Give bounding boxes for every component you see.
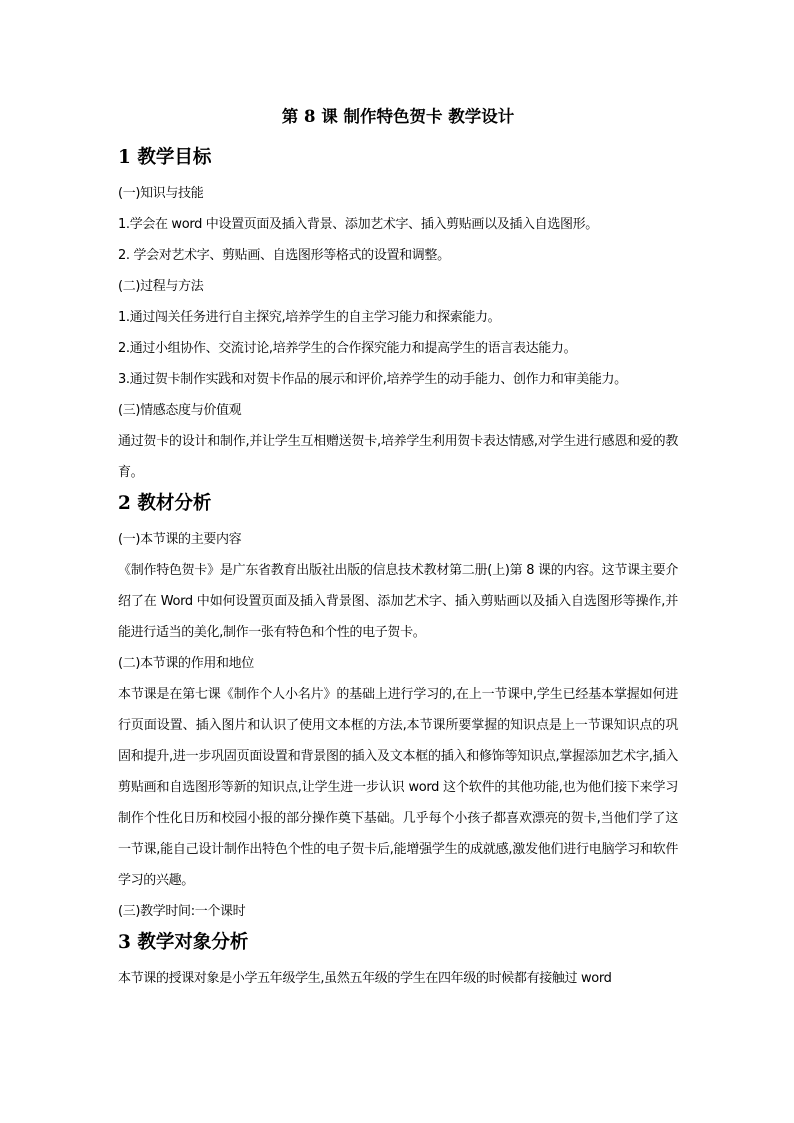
subheading: (二)本节课的作用和地位 bbox=[118, 656, 254, 671]
paragraph: 3.通过贺卡制作实践和对贺卡作品的展示和评价,培养学生的动手能力、创作力和审美能力。 bbox=[118, 372, 627, 387]
subheading: (二)过程与方法 bbox=[118, 279, 204, 294]
document-page bbox=[118, 104, 678, 994]
paragraph: 本节课的授课对象是小学五年级学生,虽然五年级的学生在四年级的时候都有接触过 word bbox=[118, 971, 612, 986]
section-heading: 2 教材分析 bbox=[118, 493, 212, 514]
document-title: 第 8 课 制作特色贺卡 教学设计 bbox=[281, 107, 515, 126]
subheading: (三)教学时间:一个课时 bbox=[118, 904, 246, 919]
section-heading: 1 教学目标 bbox=[118, 147, 212, 168]
section-objectives bbox=[118, 144, 678, 488]
paragraph: 2. 学会对艺术字、剪贴画、自选图形等格式的设置和调整。 bbox=[118, 248, 450, 263]
paragraph: 1.学会在 word 中设置页面及插入背景、添加艺术字、插入剪贴画以及插入自选图形。 bbox=[118, 217, 598, 232]
section-audience-analysis bbox=[118, 929, 678, 994]
paragraph: 1.通过闯关任务进行自主探究,培养学生的自主学习能力和探索能力。 bbox=[118, 310, 501, 325]
paragraph: 通过贺卡的设计和制作,并让学生互相赠送贺卡,培养学生利用贺卡表达情感,对学生进行感恩和爱的教育。 bbox=[118, 434, 678, 480]
paragraph: 本节课是在第七课《制作个人小名片》的基础上进行学习的,在上一节课中,学生已经基本掌握如何进行页面设置、插入图片和认识了使用文本框的方法,本节课所要掌握的知识点是上一节课知识点的巩固和提升,进一步巩固页面设置和背景图的插入及文本框的插入和修饰等知识点,掌握添加艺术字,插入剪贴画和自选图形等新的知识点,让学生进一步认识 word 这个软件的其他功能,也为他们接下来学习制作个性化日历和校园小报的部分操作奠下基础。几乎每个小孩子都喜欢漂亮的贺卡,当他们学了这一节课,能自己设计制作出特色个性的电子贺卡后,能增强学生的成就感,激发他们进行电脑学习和软件学习的兴趣。 bbox=[118, 687, 678, 888]
subheading: (三)情感态度与价值观 bbox=[118, 403, 242, 418]
section-material-analysis bbox=[118, 490, 678, 927]
paragraph: 《制作特色贺卡》是广东省教育出版社出版的信息技术教材第二册(上)第 8 课的内容。这节课主要介绍了在 Word 中如何设置页面及插入背景图、添加艺术字、插入剪贴画以及插入自选图形等操作,并能进行适当的美化,制作一张有特色和个性的电子贺卡。 bbox=[118, 563, 678, 640]
section-heading: 3 教学对象分析 bbox=[118, 932, 249, 953]
paragraph: 2.通过小组协作、交流讨论,培养学生的合作探究能力和提高学生的语言表达能力。 bbox=[118, 341, 577, 356]
subheading: (一)本节课的主要内容 bbox=[118, 532, 242, 547]
subheading: (一)知识与技能 bbox=[118, 186, 204, 201]
